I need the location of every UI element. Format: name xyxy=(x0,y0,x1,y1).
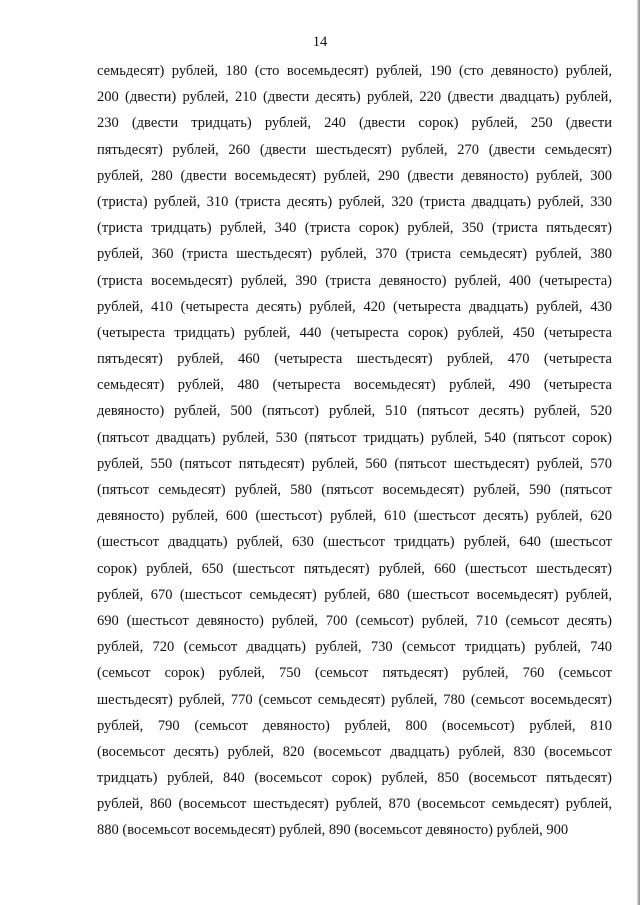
text-line: (триста восемьдесят) рублей, 390 (триста девяносто) рублей, 400 (четыреста) xyxy=(97,272,612,289)
text-line: (восемьсот десять) рублей, 820 (восемьсот двадцать) рублей, 830 (восемьсот xyxy=(97,743,612,760)
text-line: 200 (двести) рублей, 210 (двести десять) рублей, 220 (двести двадцать) рублей, xyxy=(97,89,612,106)
text-line: (пятьсот двадцать) рублей, 530 (пятьсот тридцать) рублей, 540 (пятьсот сорок) xyxy=(97,429,612,446)
text-line: рублей, 670 (шестьсот семьдесят) рублей, 680 (шестьсот восемьдесят) рублей, xyxy=(97,586,612,603)
text-line: рублей, 860 (восемьсот шестьдесят) рублей, 870 (восемьсот семьдесят) рублей, xyxy=(97,796,612,813)
text-line: (триста тридцать) рублей, 340 (триста сорок) рублей, 350 (триста пятьдесят) xyxy=(97,220,612,237)
text-line: рублей, 720 (семьсот двадцать) рублей, 730 (семьсот тридцать) рублей, 740 xyxy=(97,639,612,656)
text-line: рублей, 410 (четыреста десять) рублей, 420 (четыреста двадцать) рублей, 430 xyxy=(97,298,612,315)
text-line: рублей, 360 (триста шестьдесят) рублей, 370 (триста семьдесят) рублей, 380 xyxy=(97,246,612,263)
text-line: 690 (шестьсот девяносто) рублей, 700 (семьсот) рублей, 710 (семьсот десять) xyxy=(97,612,612,629)
text-line: шестьдесят) рублей, 770 (семьсот семьдесят) рублей, 780 (семьсот восемьдесят) xyxy=(97,691,612,708)
text-line: (триста) рублей, 310 (триста десять) рублей, 320 (триста двадцать) рублей, 330 xyxy=(97,193,612,210)
text-line: рублей, 790 (семьсот девяносто) рублей, 800 (восемьсот) рублей, 810 xyxy=(97,717,612,734)
text-line: девяносто) рублей, 600 (шестьсот) рублей, 610 (шестьсот десять) рублей, 620 xyxy=(97,508,612,525)
text-line: (семьсот сорок) рублей, 750 (семьсот пятьдесят) рублей, 760 (семьсот xyxy=(97,665,612,682)
text-line: (шестьсот двадцать) рублей, 630 (шестьсот тридцать) рублей, 640 (шестьсот xyxy=(97,534,612,551)
text-line: рублей, 550 (пятьсот пятьдесят) рублей, 560 (пятьсот шестьдесят) рублей, 570 xyxy=(97,455,612,472)
text-line: семьдесят) рублей, 480 (четыреста восемьдесят) рублей, 490 (четыреста xyxy=(97,377,612,394)
text-line: семьдесят) рублей, 180 (сто восемьдесят) рублей, 190 (сто девяносто) рублей, xyxy=(97,63,612,79)
text-line: 880 (восемьсот восемьдесят) рублей, 890 (восемьсот девяносто) рублей, 900 xyxy=(97,822,569,839)
text-line: тридцать) рублей, 840 (восемьсот сорок) рублей, 850 (восемьсот пятьдесят) xyxy=(97,770,612,787)
text-line: пятьдесят) рублей, 460 (четыреста шестьдесят) рублей, 470 (четыреста xyxy=(97,351,612,368)
text-line: рублей, 280 (двести восемьдесят) рублей, 290 (двести девяносто) рублей, 300 xyxy=(97,167,612,184)
text-line: девяносто) рублей, 500 (пятьсот) рублей, 510 (пятьсот десять) рублей, 520 xyxy=(97,403,612,420)
text-line: 230 (двести тридцать) рублей, 240 (двести сорок) рублей, 250 (двести xyxy=(97,115,612,132)
body-text xyxy=(97,58,612,844)
text-line: (пятьсот семьдесят) рублей, 580 (пятьсот восемьдесят) рублей, 590 (пятьсот xyxy=(97,482,612,498)
text-line: пятьдесят) рублей, 260 (двести шестьдесят) рублей, 270 (двести семьдесят) xyxy=(97,141,612,158)
text-line: (четыреста тридцать) рублей, 440 (четыреста сорок) рублей, 450 (четыреста xyxy=(97,324,612,341)
page-number: 14 xyxy=(312,34,328,50)
text-line: сорок) рублей, 650 (шестьсот пятьдесят) рублей, 660 (шестьсот шестьдесят) xyxy=(97,560,612,577)
